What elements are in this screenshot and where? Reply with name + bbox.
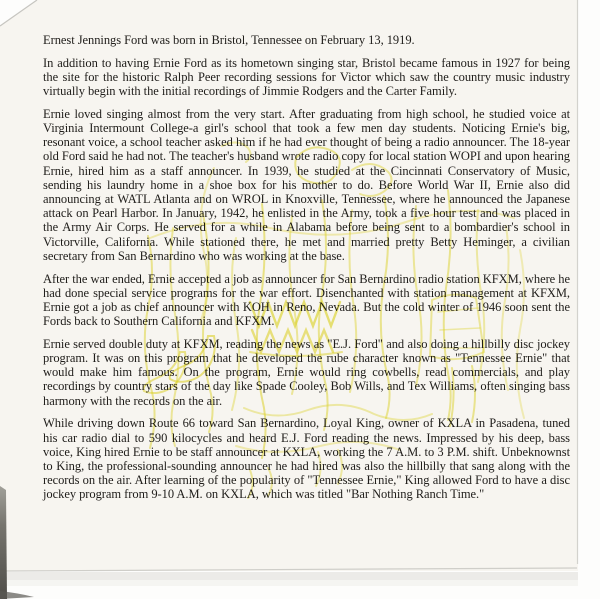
paragraph-birth: Ernest Jennings Ford was born in Bristol, Tennessee on February 13, 1919. [43,33,415,47]
paragraph-postwar: After the war ended, Ernie accepted a job as announcer for San Bernardino radio station KFXM, where he had done special service programs for the war effort. Disenchanted with station management at KFXM, Ernie got a job as chief announcer with KOH in Reno, Nevada. But the cold winter of 1946 soon sent the Fords back to Southern California and KFXM. [43,271,570,329]
bottom-shadow-band [6,572,578,580]
paragraph-bristol: In addition to having Ernie Ford as its hometown singing star, Bristol became famous in 1927 for being the site for the historic Ralph Peer recording sessions for Victor which saw the country music industry virtually begin with the initial recordings of Jimmie Rodgers and the Carter Family. [43,55,570,99]
bottom-shadow-fade [6,580,578,586]
biography-text-block [43,33,570,510]
dark-bottom-smudge [0,591,34,599]
paragraph-early-career: Ernie loved singing almost from the very start. After graduating from high school, he studied voice at Virginia Intermount College-a girl's school that took a few men day students. Noticing Ernie's big, resonant voice, a school teacher asked him if he had ever thought of being a radio announcer. The 18-year old Ford said he had not. The teacher's husband wrote radio copy for local station WOPI and upon hearing Ernie, hired him as a staff announcer. In 1939, he studied at the Cincinnati Conservatory of Music, sending his laundry home in a shoe box for his mother to do. Before World War II, Ernie also did announcing at WATL Atlanta and on WROL in Knoxville, Tennessee, where he announced the Japanese attack on Pearl Harbor. In January, 1942, he enlisted in the Army, took a five hour test and was placed in the Army Air Corps. He served for a while in Alabama before being sent to a bombardier's school in Victorville, California. While stationed there, he met and married pretty Betty Heminger, a civilian secretary from San Bernardino who was working at the base. [43,106,570,263]
paragraph-kfxm-double-duty: Ernie served double duty at KFXM, reading the news as "E.J. Ford" and also doing a hillbilly disc jockey program. It was on this program that he developed the rube character known as "Tennessee Ernie" that would make him famous. On the program, Ernie would ring cowbells, read commercials, and play recordings by country stars of the day like Spade Cooley, Bob Wills, and Tex Williams, often singing bass harmony with the records on the air. [43,336,570,408]
paragraph-kxla: While driving down Route 66 toward San Bernardino, Loyal King, owner of KXLA in Pasadena, tuned his car radio dial to 590 kilocycles and heard E.J. Ford reading the news. Impressed by his deep, bass voice, King hired Ernie to be staff announcer at KXLA, working the 7 A.M. to 3 P.M. shift. Unbeknownst to King, the professional-sounding announcer he had hired was also the hillbilly that sang along with the records on the air. After learning of the popularity of "Tennessee Ernie," King allowed Ford to have a disc jockey program from 9-10 A.M. on KXLA, which was titled "Bar Nothing Ranch Time." [43,416,570,502]
